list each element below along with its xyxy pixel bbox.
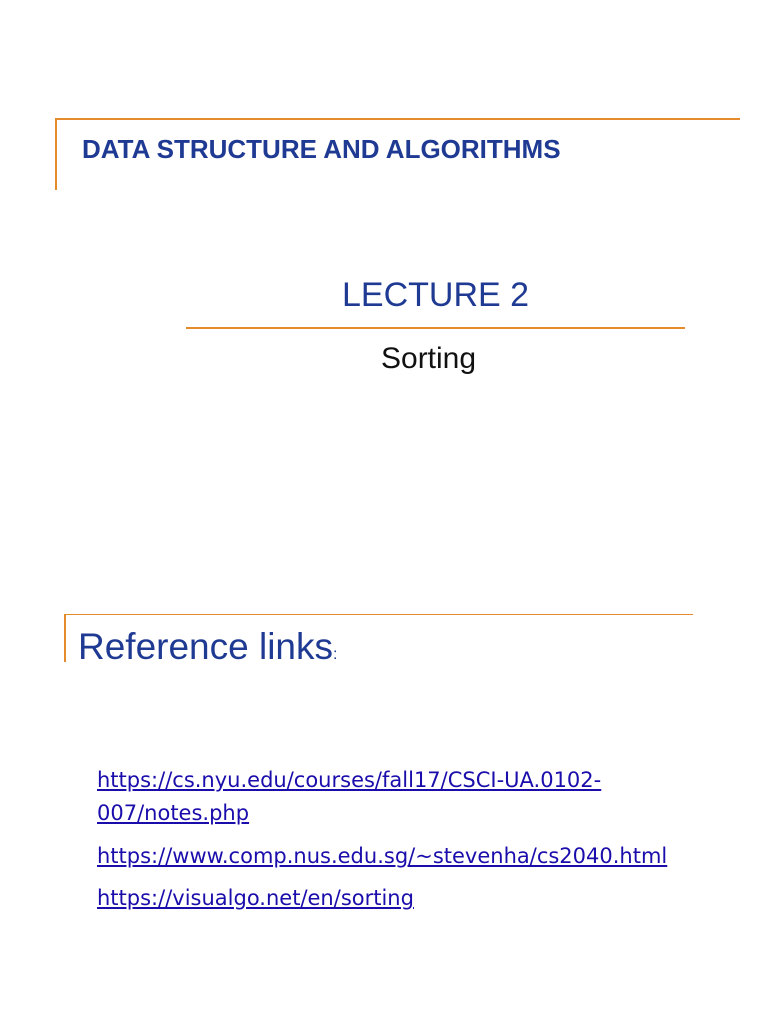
reference-heading-colon: :: [333, 646, 338, 663]
reference-box-left-border: [64, 614, 66, 662]
course-title: DATA STRUCTURE AND ALGORITHMS: [82, 134, 561, 164]
lecture-subtitle: Sorting: [381, 342, 477, 375]
reference-link-visualgo[interactable]: https://visualgo.net/en/sorting: [97, 886, 414, 910]
reference-heading-text: Reference links: [78, 626, 334, 667]
title-box-top-border: [56, 118, 740, 120]
reference-link-nyu-continued[interactable]: 007/notes.php: [97, 801, 250, 825]
reference-link-nus[interactable]: https://www.comp.nus.edu.sg/~stevenha/cs2040.html: [97, 844, 668, 868]
reference-box-top-border: [65, 614, 693, 615]
lecture-divider: [186, 327, 685, 329]
lecture-title: LECTURE 2: [342, 276, 530, 314]
reference-heading: [78, 626, 337, 668]
reference-link-nyu[interactable]: https://cs.nyu.edu/courses/fall17/CSCI-UA.0102-: [97, 768, 602, 792]
title-box-left-border: [55, 118, 57, 190]
